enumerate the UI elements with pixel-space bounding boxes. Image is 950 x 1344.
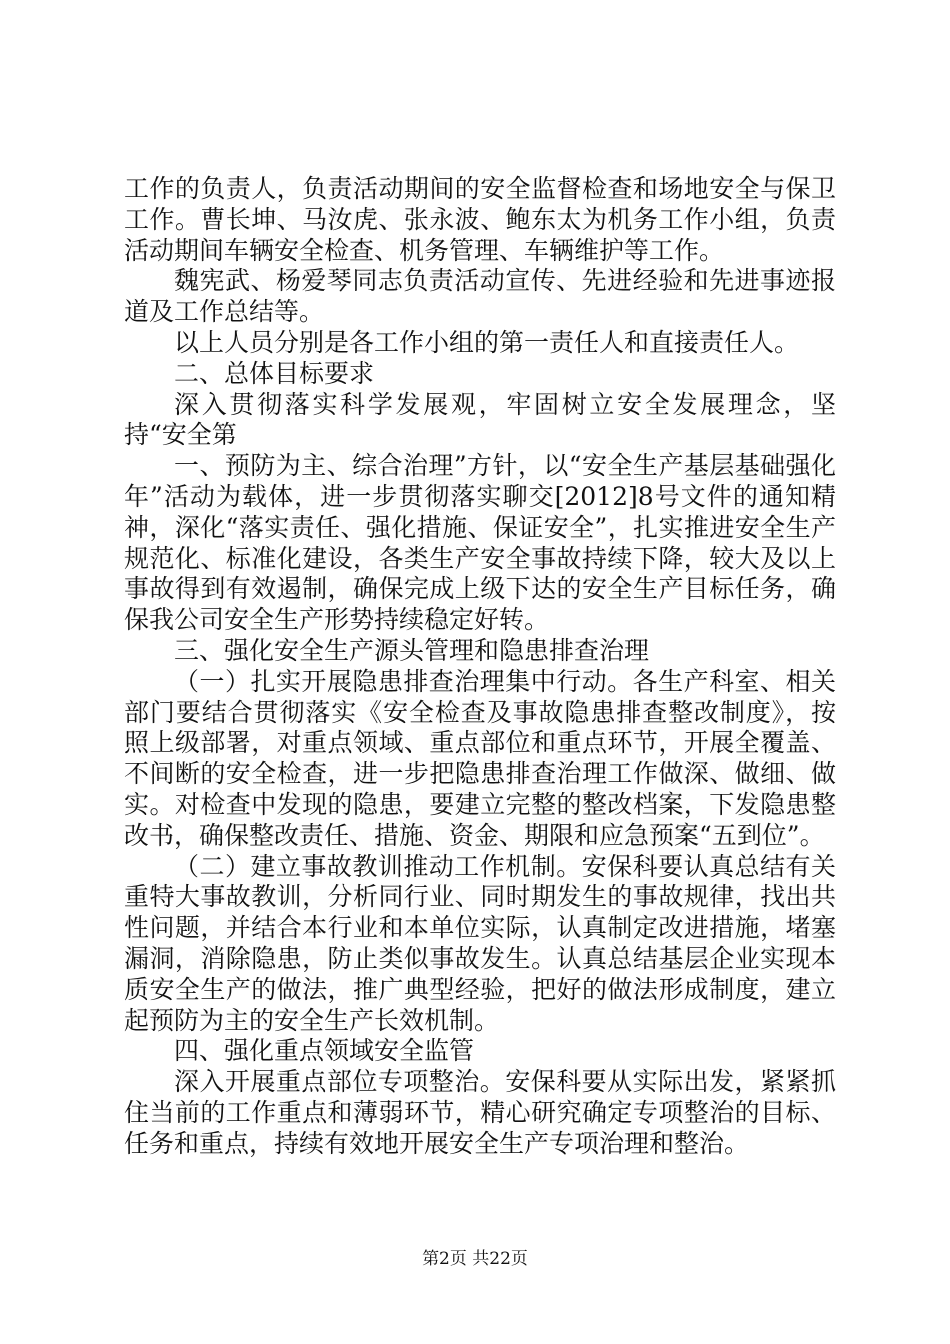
page-number-footer: 第2页 共22页 [422, 1249, 528, 1269]
paragraph-1: 工作的负责人，负责活动期间的安全监督检查和场地安全与保卫工作。曹长坤、马汝虎、张永波、鲍东太为机务工作小组，负责活动期间车辆安全检查、机务管理、车辆维护等工作。 [124, 174, 836, 265]
paragraph-8: （一）扎实开展隐患排查治理集中行动。各生产科室、相关部门要结合贯彻落实《安全检查及事故隐患排查整改制度》，按照上级部署，对重点领域、重点部位和重点环节，开展全覆盖、不间断的安全检查，进一步把隐患排查治理工作做深、做细、做实。对检查中发现的隐患，要建立完整的整改档案，下发隐患整改书，确保整改责任、措施、资金、期限和应急预案“五到位”。 [124, 666, 836, 850]
paragraph-6: 一、预防为主、综合治理”方针，以“安全生产基层基础强化年”活动为载体，进一步贯彻落实聊交[2012]8号文件的通知精神，深化“落实责任、强化措施、保证安全”，扎实推进安全生产规范化、标准化建设，各类生产安全事故持续下降，较大及以上事故得到有效遏制，确保完成上级下达的安全生产目标任务，确保我公司安全生产形势持续稳定好转。 [124, 451, 836, 635]
section-heading-2: 二、总体目标要求 [174, 358, 375, 388]
paragraph-5: 深入贯彻落实科学发展观，牢固树立安全发展理念，坚持“安全第 [124, 389, 836, 450]
paragraph-11: 深入开展重点部位专项整治。安保科要从实际出发，紧紧抓住当前的工作重点和薄弱环节，精心研究确定专项整治的目标、任务和重点，持续有效地开展安全生产专项治理和整治。 [124, 1067, 836, 1158]
section-heading-3: 三、强化安全生产源头管理和隐患排查治理 [174, 635, 650, 665]
section-heading-4: 四、强化重点领域安全监管 [174, 1036, 475, 1066]
paragraph-3: 以上人员分别是各工作小组的第一责任人和直接责任人。 [174, 327, 800, 357]
paragraph-2: 魏宪武、杨爱琴同志负责活动宣传、先进经验和先进事迹报道及工作总结等。 [124, 266, 836, 327]
document-body [124, 174, 836, 1160]
paragraph-9: （二）建立事故教训推动工作机制。安保科要认真总结有关重特大事故教训，分析同行业、同时期发生的事故规律，找出共性问题，并结合本行业和本单位实际，认真制定改进措施，堵塞漏洞，消除隐患，防止类似事故发生。认真总结基层企业实现本质安全生产的做法，推广典型经验，把好的做法形成制度，建立起预防为主的安全生产长效机制。 [124, 851, 836, 1035]
